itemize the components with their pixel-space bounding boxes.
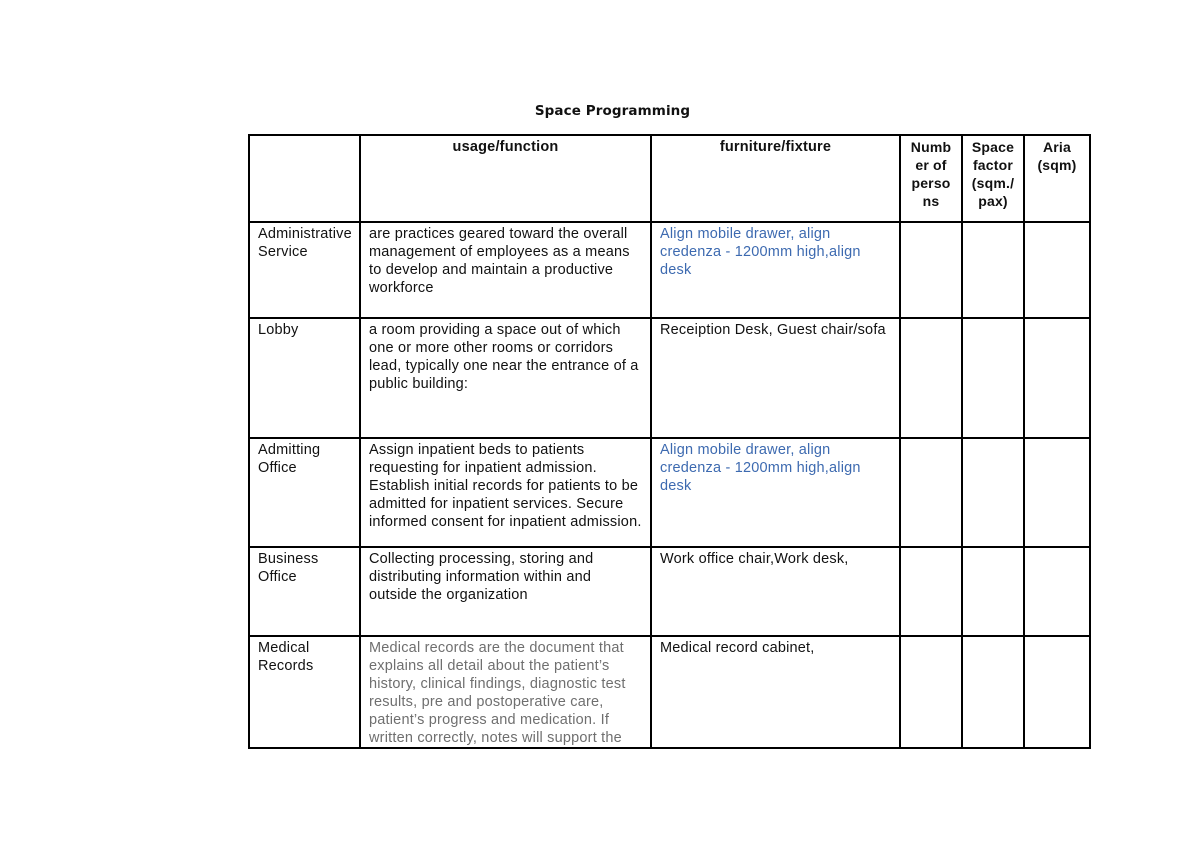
row-usage: Medical records are the document that explains all detail about the patient’s history, clinical findings, diagnostic test results, pre and postoperative care, patient’s progress and medication. If written correctly, notes will support the: [360, 636, 651, 748]
row-area: [1024, 318, 1090, 438]
row-persons: [900, 222, 962, 318]
header-persons: Numb er of perso ns: [900, 135, 962, 222]
row-usage: are practices geared toward the overall management of employees as a means to develop and maintain a productive workforce: [360, 222, 651, 318]
row-furniture: Align mobile drawer, align credenza - 1200mm high,align desk: [651, 222, 900, 318]
row-area: [1024, 222, 1090, 318]
row-furniture: Receiption Desk, Guest chair/sofa: [651, 318, 900, 438]
row-space-factor: [962, 222, 1024, 318]
document-title: Space Programming: [534, 103, 691, 119]
row-space: Administrative Service: [249, 222, 360, 318]
table-row: [249, 547, 1090, 636]
row-usage: Assign inpatient beds to patients requesting for inpatient admission. Establish initial records for patients to be admitted for inpatient services. Secure informed consent for inpatient admission.: [360, 438, 651, 547]
row-persons: [900, 438, 962, 547]
row-space: Lobby: [249, 318, 360, 438]
table-row: [249, 438, 1090, 547]
row-space: Medical Records: [249, 636, 360, 748]
row-persons: [900, 318, 962, 438]
header-furniture: furniture/fixture: [651, 135, 900, 222]
table-row: [249, 222, 1090, 318]
space-programming-table: [248, 134, 1091, 749]
row-usage: Collecting processing, storing and distributing information within and outside the organization: [360, 547, 651, 636]
header-space-factor: Space factor (sqm./ pax): [962, 135, 1024, 222]
row-usage: a room providing a space out of which one or more other rooms or corridors lead, typically one near the entrance of a public building:: [360, 318, 651, 438]
row-space-factor: [962, 318, 1024, 438]
row-area: [1024, 438, 1090, 547]
row-persons: [900, 636, 962, 748]
row-persons: [900, 547, 962, 636]
row-space: Business Office: [249, 547, 360, 636]
row-furniture: Work office chair,Work desk,: [651, 547, 900, 636]
header-space: [249, 135, 360, 222]
header-usage: usage/function: [360, 135, 651, 222]
row-area: [1024, 547, 1090, 636]
header-row: [249, 135, 1090, 222]
table-row: [249, 318, 1090, 438]
row-area: [1024, 636, 1090, 748]
row-space-factor: [962, 438, 1024, 547]
row-space-factor: [962, 547, 1024, 636]
row-furniture: Medical record cabinet,: [651, 636, 900, 748]
row-furniture: Align mobile drawer, align credenza - 1200mm high,align desk: [651, 438, 900, 547]
row-space-factor: [962, 636, 1024, 748]
row-space: Admitting Office: [249, 438, 360, 547]
header-area: Aria (sqm): [1024, 135, 1090, 222]
table-row: [249, 636, 1090, 748]
